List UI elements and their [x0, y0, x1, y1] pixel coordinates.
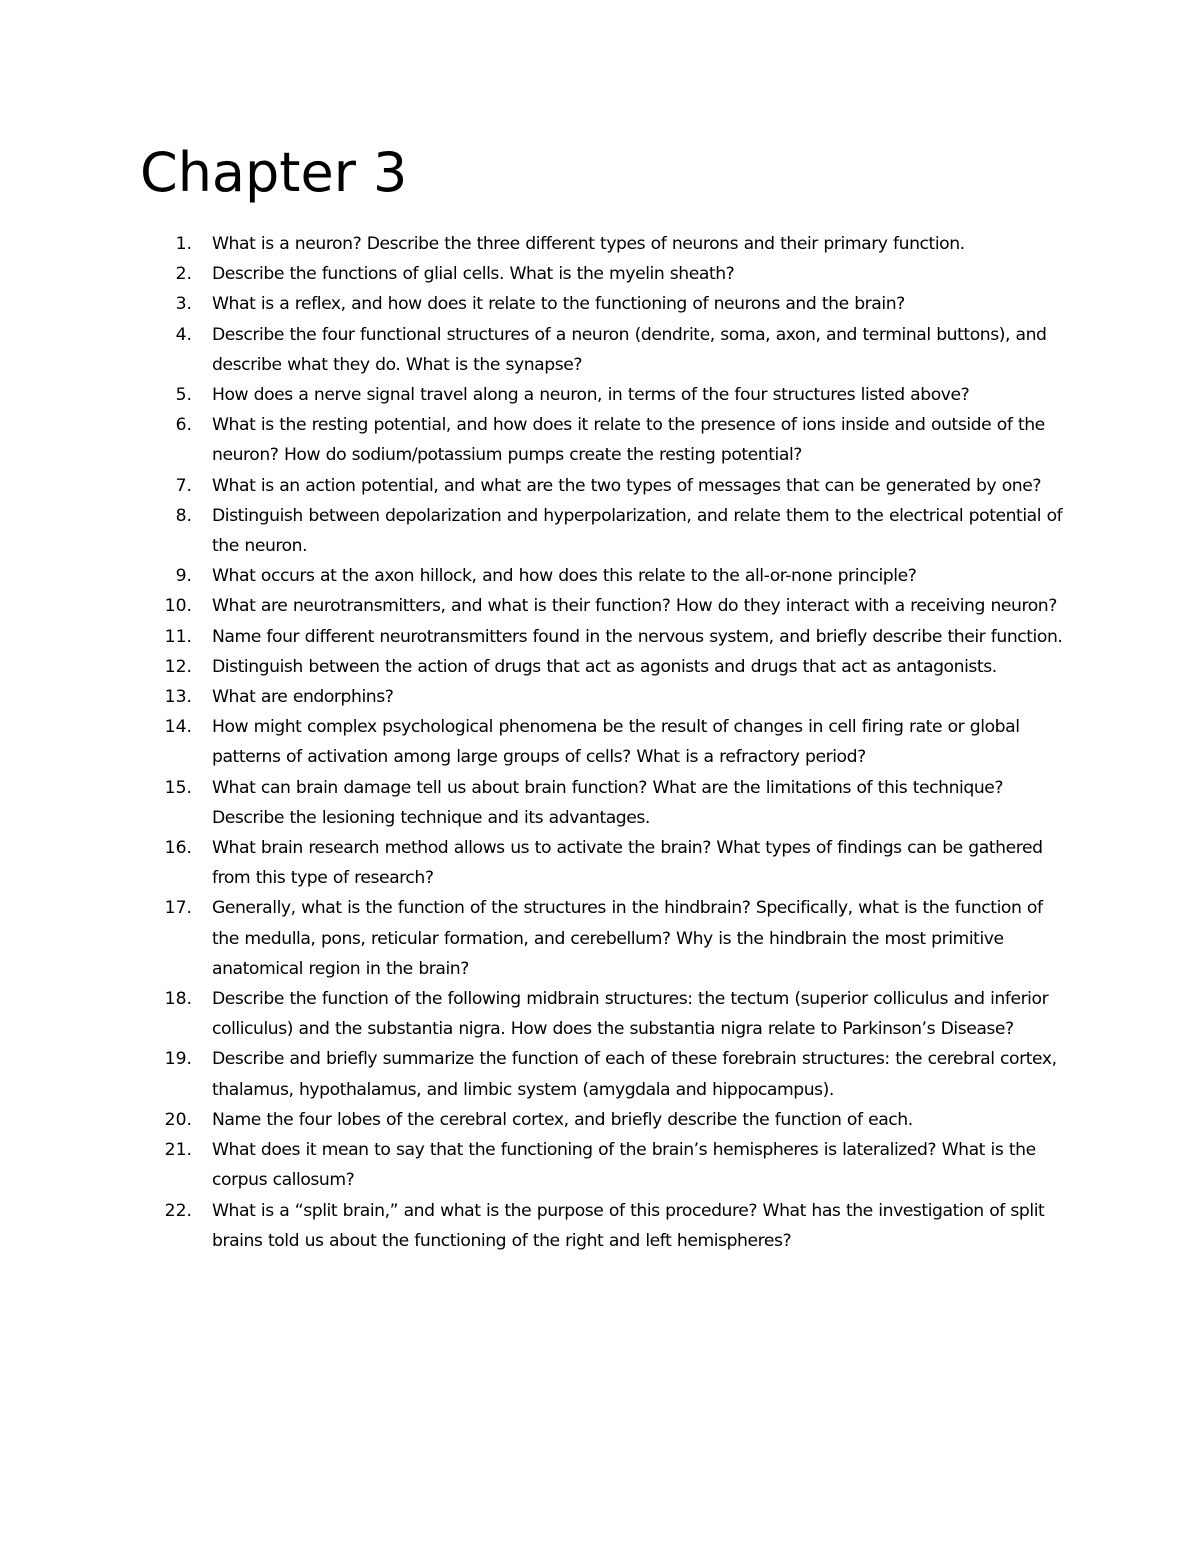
question-text: Generally, what is the function of the structures in the hindbrain? Specifically, what is the function of the medulla, pons, reticular formation, and cerebellum? Why is the hindbrain the most primitive anatomical region in the brain?	[212, 898, 1043, 979]
question-text: What occurs at the axon hillock, and how does this relate to the all-or-none principle?	[212, 566, 917, 587]
question-number: 18.	[164, 989, 192, 1010]
question-number: 2.	[175, 264, 192, 285]
question-item	[164, 833, 1067, 893]
question-text: What is a “split brain,” and what is the purpose of this procedure? What has the investigation of split brains told us about the functioning of the right and left hemispheres?	[212, 1200, 1045, 1251]
question-item	[164, 893, 1067, 984]
question-text: What can brain damage tell us about brain function? What are the limitations of this technique? Describe the lesioning technique and its advantages.	[212, 777, 1004, 828]
question-number: 22.	[164, 1200, 192, 1221]
page-title: Chapter 3	[140, 141, 408, 204]
question-number: 8.	[175, 505, 192, 526]
question-item	[175, 561, 1067, 591]
question-text: Describe the function of the following midbrain structures: the tectum (superior colliculus and inferior colliculus) and the substantia nigra. How does the substantia nigra relate to Parkinson’s Disease?	[212, 989, 1049, 1040]
question-item	[164, 1135, 1067, 1195]
question-item	[175, 320, 1067, 380]
question-number: 13.	[164, 687, 192, 708]
question-text: How does a nerve signal travel along a neuron, in terms of the four structures listed above?	[212, 385, 970, 406]
question-item	[164, 622, 1067, 652]
question-text: Name four different neurotransmitters found in the nervous system, and briefly describe their function.	[212, 626, 1063, 647]
question-text: How might complex psychological phenomena be the result of changes in cell firing rate or global patterns of activation among large groups of cells? What is a refractory period?	[212, 717, 1020, 768]
question-number: 5.	[175, 385, 192, 406]
question-number: 21.	[164, 1140, 192, 1161]
question-text: Name the four lobes of the cerebral cortex, and briefly describe the function of each.	[212, 1109, 913, 1130]
question-list	[164, 229, 1067, 1256]
question-text: What is an action potential, and what are the two types of messages that can be generated by one?	[212, 475, 1042, 496]
question-text: Describe the functions of glial cells. What is the myelin sheath?	[212, 264, 735, 285]
question-number: 19.	[164, 1049, 192, 1070]
question-text: Distinguish between depolarization and hyperpolarization, and relate them to the electrical potential of the neuron.	[212, 505, 1063, 557]
question-item	[164, 1105, 1067, 1135]
question-number: 11.	[164, 626, 192, 647]
question-number: 1.	[175, 234, 192, 254]
question-item	[175, 229, 1067, 259]
question-text: What brain research method allows us to activate the brain? What types of findings can be gathered from this type of research?	[212, 838, 1043, 889]
question-number: 12.	[164, 656, 192, 677]
question-item	[164, 773, 1067, 833]
question-item	[164, 652, 1067, 682]
question-number: 7.	[175, 475, 192, 496]
question-text: Describe the four functional structures of a neuron (dendrite, soma, axon, and terminal buttons), and describe what they do. What is the synapse?	[212, 324, 1047, 375]
question-item	[164, 712, 1067, 772]
question-number: 9.	[175, 566, 192, 587]
question-text: What is a reflex, and how does it relate to the functioning of neurons and the brain?	[212, 294, 905, 315]
question-number: 3.	[175, 294, 192, 315]
question-item	[175, 501, 1067, 561]
question-item	[164, 1044, 1067, 1104]
question-text: Describe and briefly summarize the function of each of these forebrain structures: the cerebral cortex, thalamus, hypothalamus, and limbic system (amygdala and hippocampus).	[212, 1049, 1057, 1100]
question-item	[175, 410, 1067, 470]
question-number: 4.	[175, 324, 192, 345]
question-item	[164, 682, 1067, 712]
question-number: 14.	[164, 717, 192, 738]
question-item	[175, 380, 1067, 410]
question-text: What are neurotransmitters, and what is their function? How do they interact with a receiving neuron?	[212, 596, 1057, 617]
question-text: Distinguish between the action of drugs that act as agonists and drugs that act as antagonists.	[212, 656, 997, 677]
question-text: What does it mean to say that the functioning of the brain’s hemispheres is lateralized? What is the corpus callosum?	[212, 1140, 1036, 1191]
question-item	[175, 289, 1067, 319]
question-item	[164, 1196, 1067, 1256]
question-text: What is a neuron? Describe the three different types of neurons and their primary function.	[212, 234, 965, 254]
question-number: 6.	[175, 415, 192, 436]
question-number: 20.	[164, 1109, 192, 1130]
question-number: 16.	[164, 838, 192, 859]
question-number: 10.	[164, 596, 192, 617]
question-text: What are endorphins?	[212, 687, 394, 708]
question-item	[164, 984, 1067, 1044]
question-number: 15.	[164, 777, 192, 798]
question-text: What is the resting potential, and how does it relate to the presence of ions inside and outside of the neuron? How do sodium/potassium pumps create the resting potential?	[212, 415, 1045, 466]
question-number: 17.	[164, 898, 192, 919]
question-item	[164, 591, 1067, 621]
question-item	[175, 259, 1067, 289]
question-item	[175, 471, 1067, 501]
